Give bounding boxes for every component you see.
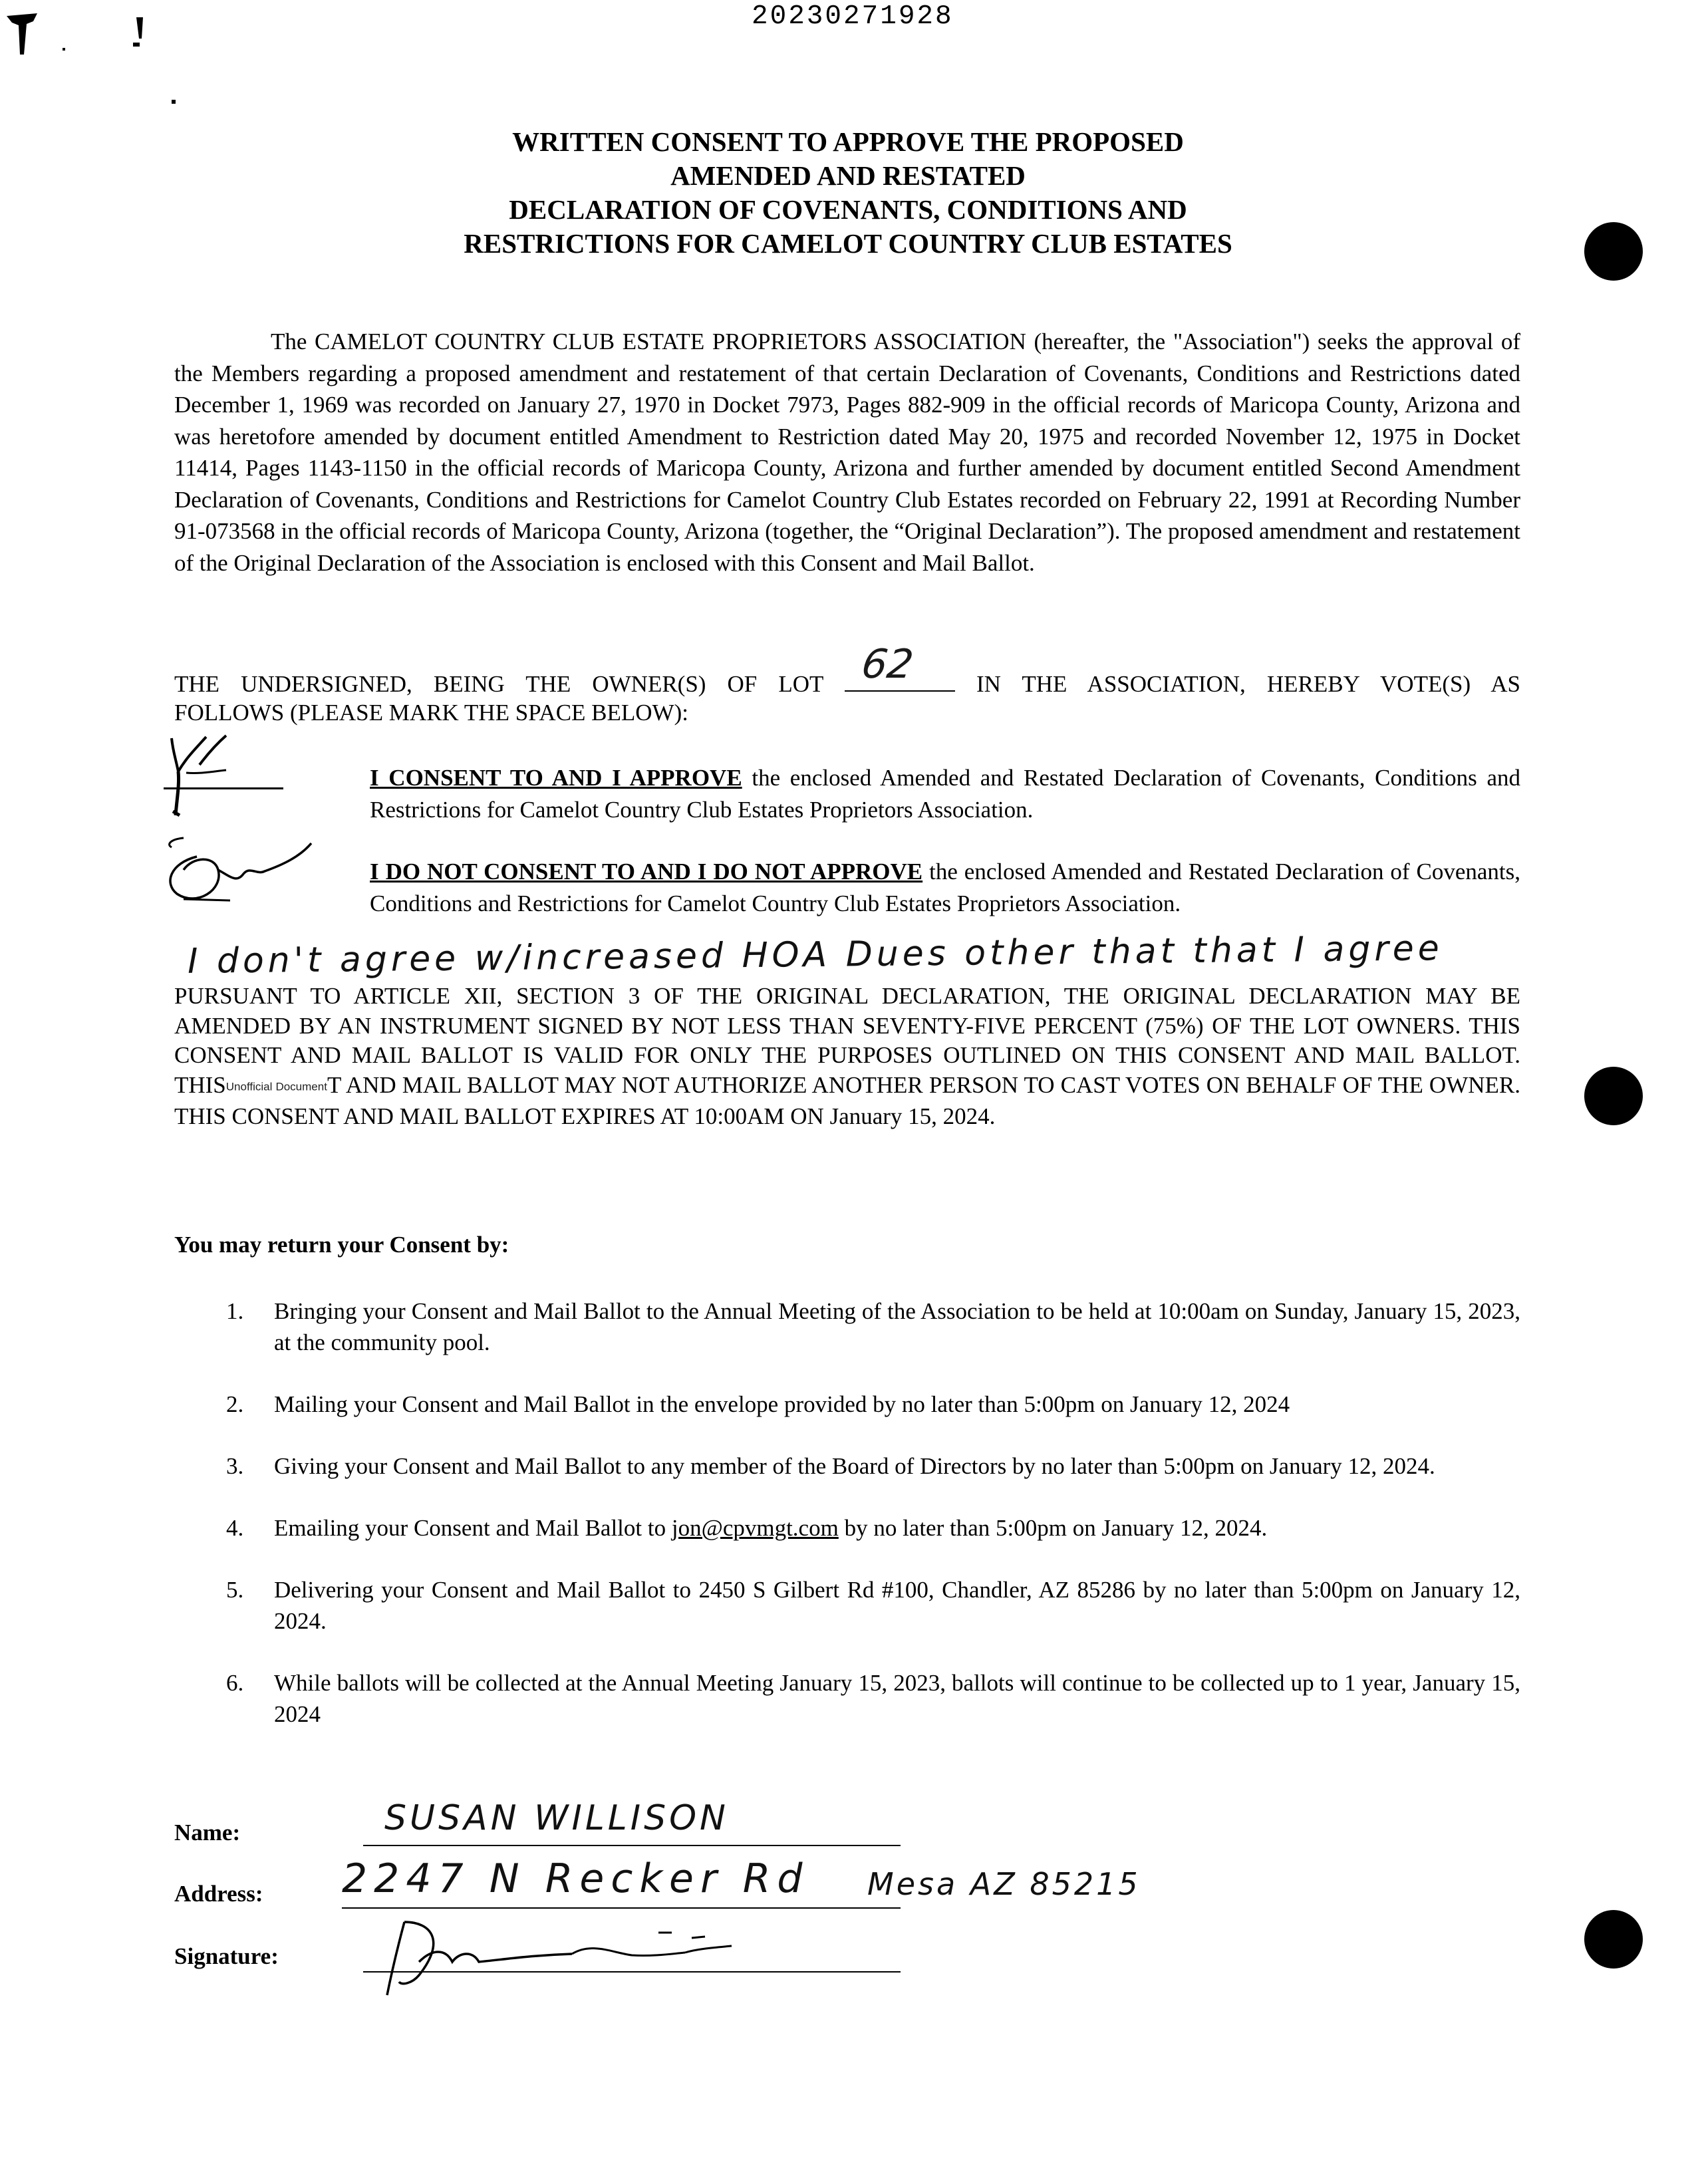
consent-option — [370, 762, 1520, 825]
title-line: RESTRICTIONS FOR CAMELOT COUNTRY CLUB ESTATES — [464, 228, 1232, 259]
unofficial-watermark: Unofficial Document — [225, 1080, 327, 1093]
document-title — [372, 125, 1324, 261]
title-line: AMENDED AND RESTATED — [670, 160, 1026, 191]
handwritten-note: I don't agree w/increased HOA Dues other that that I agree — [187, 928, 1443, 982]
pursuant-text: PURSUANT TO ARTICLE XII, SECTION 3 OF THE ORIGINAL DECLARATION, THE ORIGINAL DECLARATION MAY BE AMENDED BY AN INSTRUMENT SIGNED BY NOT LESS THAN SEVENTY-FIVE PERCENT (75%) OF THE LOT OWNERS. THIS CONSENT AND MAIL BALLOT IS VALID FOR ONLY THE PURPOSES OUTLINED ON THIS CONSENT AND MAIL BALLOT. THIS — [174, 983, 1520, 1098]
list-item: 5. Delivering your Consent and Mail Ballot to 2450 S Gilbert Rd #100, Chandler, AZ 85286 by no later than 5:00pm on January 12, 2024. — [226, 1577, 1520, 1634]
list-item: 3. Giving your Consent and Mail Ballot to any member of the Board of Directors by no later than 5:00pm on January 12, 2024. — [226, 1453, 1435, 1479]
signature-scribble[interactable] — [372, 1915, 825, 2002]
address-label: Address: — [174, 1881, 263, 1907]
lot-number-field[interactable] — [845, 641, 955, 692]
email-link[interactable]: jon@cpvmgt.com — [671, 1515, 839, 1541]
pursuant-paragraph — [174, 982, 1520, 1131]
return-heading: You may return your Consent by: — [174, 1232, 509, 1258]
not-consent-mark[interactable] — [157, 830, 343, 916]
consent-lead: I CONSENT TO AND I APPROVE — [370, 765, 742, 791]
undersigned-statement — [174, 641, 1521, 700]
consent-line — [164, 787, 283, 789]
address-extra: Mesa AZ 85215 — [867, 1866, 1141, 1902]
name-value[interactable]: SUSAN WILLISON — [384, 1798, 729, 1838]
consent-mark[interactable] — [160, 732, 293, 825]
address-line — [342, 1907, 901, 1909]
signature-line — [363, 1971, 901, 1973]
punch-hole — [1584, 1067, 1643, 1125]
intro-text: The CAMELOT COUNTRY CLUB ESTATE PROPRIETORS ASSOCIATION (hereafter, the "Association") seeks the approval of the Members regarding a proposed amendment and restatement of that certain Declaration of Covenants, Conditions and Restrictions dated December 1, 1969 was recorded on January 27, 1970 in Docket 7973, Pages 882-909 in the official records of Maricopa County, Arizona and was heretofore amended by document entitled Amendment to Restriction dated May 20, 1975 and recorded November 12, 1975 in Docket 11414, Pages 1143-1150 in the official records of Maricopa County, Arizona and further amended by document entitled Second Amendment Declaration of Covenants, Conditions and Restrictions for Camelot Country Club Estates recorded on February 22, 1991 at Recording Number 91-073568 in the official records of Maricopa County, Arizona (together, the “Original Declaration”). The proposed amendment and restatement of the Original Declaration of the Association is enclosed with this Consent and Mail Ballot. — [174, 329, 1520, 576]
address-value[interactable]: 2247 N Recker Rd — [342, 1855, 809, 1902]
intro-paragraph — [174, 326, 1520, 579]
list-item: 4. Emailing your Consent and Mail Ballot to jon@cpvmgt.com by no later than 5:00pm on January 12, 2024. — [226, 1515, 1268, 1541]
consent-text: the enclosed Amended and Restated Declaration of Covenants, Conditions and Restrictions for Camelot Country Club Estates Proprietors Association. — [370, 765, 1520, 823]
name-line — [363, 1845, 901, 1846]
undersigned-text: IN THE ASSOCIATION, HEREBY VOTE(S) AS — [976, 671, 1521, 697]
list-item: 2. Mailing your Consent and Mail Ballot in the envelope provided by no later than 5:00pm on January 12, 2024 — [226, 1391, 1290, 1417]
undersigned-line2: FOLLOWS (PLEASE MARK THE SPACE BELOW): — [174, 700, 688, 726]
not-consent-lead: I DO NOT CONSENT TO AND I DO NOT APPROVE — [370, 859, 923, 885]
return-methods-list — [174, 1296, 1520, 1760]
undersigned-text: THE UNDERSIGNED, BEING THE OWNER(S) OF LOT — [174, 671, 823, 697]
list-item: 1. Bringing your Consent and Mail Ballot to the Annual Meeting of the Association to be held at 10:00am on Sunday, January 15, 2023, at the community pool. — [226, 1298, 1520, 1355]
scan-mark — [7, 8, 180, 114]
punch-hole — [1584, 1910, 1643, 1969]
not-consent-option — [370, 856, 1520, 919]
lot-number-value: 62 — [859, 641, 917, 688]
title-line: WRITTEN CONSENT TO APPROVE THE PROPOSED — [512, 126, 1184, 157]
document-number: 20230271928 — [752, 1, 954, 32]
list-item: 6. While ballots will be collected at the Annual Meeting January 15, 2023, ballots will continue to be collected up to 1 year, January 15, 2024 — [226, 1670, 1520, 1727]
name-label: Name: — [174, 1820, 241, 1845]
pursuant-text: T AND MAIL BALLOT MAY NOT AUTHORIZE ANOTHER PERSON TO CAST VOTES ON BEHALF OF THE OWNER. THIS CONSENT AND MAIL BALLOT EXPIRES AT 10:00AM ON January 15, 2024. — [174, 1071, 1520, 1129]
title-line: DECLARATION OF COVENANTS, CONDITIONS AND — [509, 194, 1187, 225]
punch-hole — [1584, 222, 1643, 281]
not-consent-text: the enclosed Amended and Restated Declaration of Covenants, Conditions and Restrictions for Camelot Country Club Estates Proprietors Association. — [370, 859, 1521, 916]
signature-label: Signature: — [174, 1943, 279, 1969]
